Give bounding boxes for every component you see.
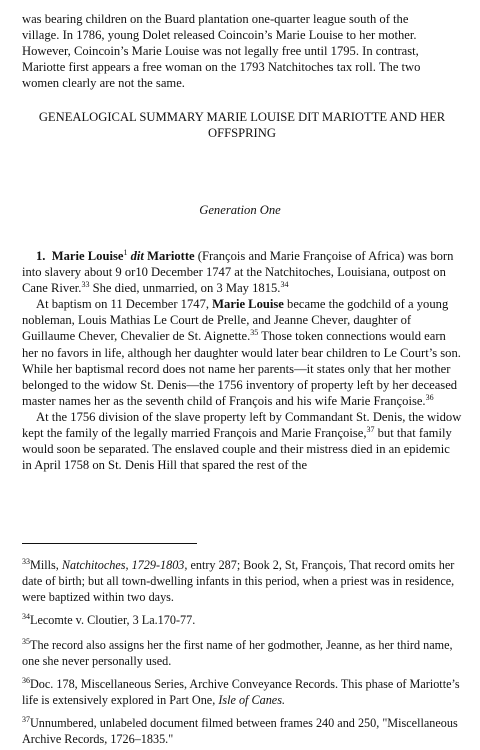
footnote-number: 36: [22, 675, 30, 685]
intro-line: However, Coincoin’s Marie Louise was not legally free until 1795. In contrast,: [22, 44, 419, 59]
entry-name: Marie Louise: [51, 249, 124, 263]
footnote-37: [22, 715, 462, 747]
intro-line: Mariotte first appears a free woman on the 1793 Natchitoches tax roll. The two: [22, 60, 421, 75]
footnote-text: The record also assigns her the first name of her godmother, Jeanne: [30, 638, 360, 652]
paragraph-text: became the godchild of a young nobleman, Louis Mathias Le Court de Prelle, and Jeanne Chever, daughter of Guillaume Chever, Chevalier de St. Aignette.: [22, 297, 449, 344]
footnote-divider: [22, 543, 197, 544]
footnote-ref: 35: [250, 328, 259, 338]
footnote-text: Unnumbered, unlabeled document filmed between frames 240 and 250, "Miscellaneous Archive Records, 1726–1835.": [22, 716, 458, 746]
entry-number: 1.: [36, 249, 46, 263]
footnote-33: [22, 557, 462, 605]
section-heading: GENEALOGICAL SUMMARY MARIE LOUISE DIT MARIOTTE AND HER OFFSPRING: [38, 110, 446, 141]
entry-text: (François and Marie Françoise of Africa) was born into slavery about 9 or10 December 1747 at the Natchitoches, Louisiana, outpost on Cane River.: [22, 249, 454, 296]
footnote-text: Lecomte v. Cloutier, 3 La.170-77.: [30, 613, 196, 627]
footnote-ref: 36: [425, 392, 434, 402]
footnote-text: , entry 287; Book 2, St, François, That record omits her date of birth; but all town-dwelling infants in this period, when a priest was in residence, were baptized within two days.: [22, 558, 455, 604]
paragraph-text: At baptism on 11 December 1747,: [36, 297, 213, 312]
bold-name: Marie Louise: [212, 297, 284, 312]
footnote-title: Natchitoches, 1729-1803: [61, 558, 185, 572]
entry-dit: dit: [130, 249, 144, 263]
footnote-ref: 37: [366, 424, 375, 434]
footnote-title: Isle of Canes.: [218, 693, 285, 707]
footnote-text: Doc. 178, Miscellaneous Series, Archive Conveyance Records. This phase of Mariotte’s life is extensively explored in Part One,: [22, 677, 460, 707]
division-paragraph: [22, 409, 462, 473]
footnote-35: [22, 637, 462, 669]
intro-line: was bearing children on the Buard plantation one-quarter league south of the: [22, 12, 409, 26]
footnote-number: 37: [22, 714, 30, 724]
footnote-number: 34: [22, 611, 30, 621]
paragraph-text: Those token connections would earn her no favors in life, although her daughter would later bear children to Le Court’s son. While her baptismal record does not name her parents—it states only that her mother belonged to the widow St. Denis—the 1756 inventory of property left by her deceased master names her as the seventh child of François and his wife Marie Françoise.: [22, 329, 461, 408]
entry-paragraph: [22, 248, 462, 296]
entry-text: She died, unmarried, on 3 May 1815.: [89, 281, 281, 296]
footnote-text: , as her third name, one she never personally used.: [22, 638, 453, 668]
footnote-number: 35: [22, 636, 30, 646]
paragraph-text: but that family would soon be separated. The enslaved couple and their mistress died in an epidemic in April 1758 on St. Denis Hill that spared the rest of the: [22, 426, 452, 473]
entry-surname: Mariotte: [147, 249, 195, 263]
footnote-36: [22, 676, 462, 708]
generation-heading: Generation One: [199, 203, 281, 217]
footnote-text: Mills,: [30, 558, 62, 572]
footnote-ref: 33: [81, 280, 90, 289]
footnote-number: 33: [22, 556, 30, 566]
intro-line: women clearly are not the same.: [22, 76, 185, 91]
footnote-ref: 34: [280, 280, 289, 289]
baptism-paragraph: [22, 296, 462, 409]
footnote-34: [22, 612, 462, 628]
paragraph-text: At the 1756 division of the slave property left by Commandant St. Denis, the widow kept the family of the legally married François and Marie Françoise,: [22, 409, 462, 441]
intro-line: village. In 1786, young Dolet released Coincoin’s Marie Louise to her mother.: [22, 28, 417, 43]
intro-paragraph: [22, 11, 462, 91]
main-text: [22, 248, 462, 473]
footnote-ref: 1: [123, 247, 128, 257]
